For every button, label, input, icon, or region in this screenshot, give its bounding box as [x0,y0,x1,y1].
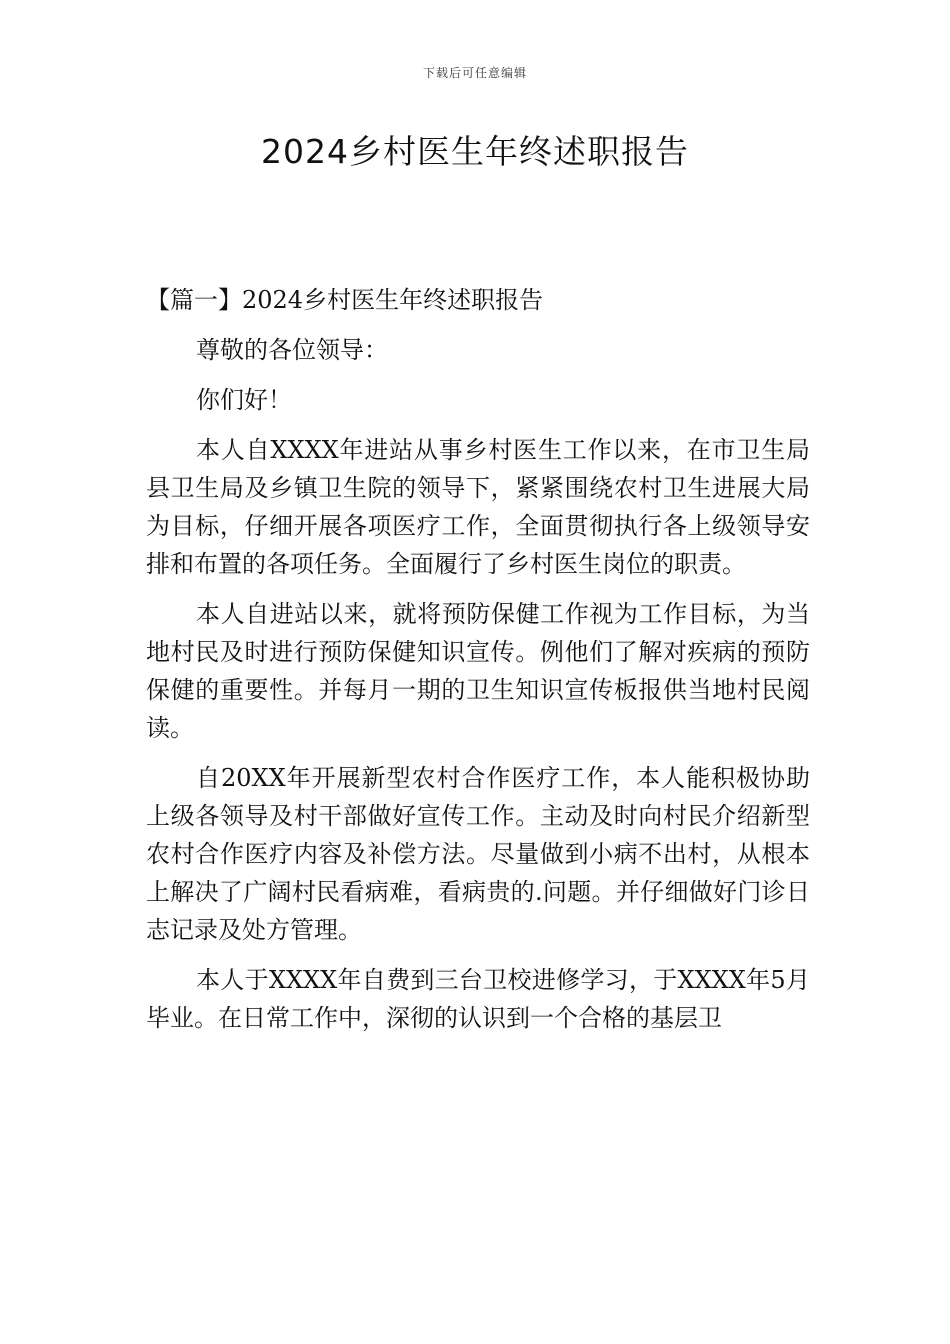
document-title: 2024乡村医生年终述职报告 [261,132,689,171]
paragraph: 本人自进站以来，就将预防保健工作视为工作目标，为当地村民及时进行预防保健知识宣传。例他们了解对疾病的预防保健的重要性。并每月一期的卫生知识宣传板报供当地村民阅读。 [146,600,810,742]
document-body [146,281,810,1049]
section-heading: 【篇一】2024乡村医生年终述职报告 [146,286,544,314]
paragraph: 自20XX年开展新型农村合作医疗工作，本人能积极协助上级各领导及村干部做好宣传工作。主动及时向村民介绍新型农村合作医疗内容及补偿方法。尽量做到小病不出村，从根本上解决了广阔村民看病难，看病贵的.问题。并仔细做好门诊日志记录及处方管理。 [146,764,810,944]
paragraph: 本人自XXXX年进站从事乡村医生工作以来，在市卫生局县卫生局及乡镇卫生院的领导下，紧紧围绕农村卫生进展大局为目标，仔细开展各项医疗工作，全面贯彻执行各上级领导安排和布置的各项任务。全面履行了乡村医生岗位的职责。 [146,436,810,578]
paragraph: 本人于XXXX年自费到三台卫校进修学习，于XXXX年5月毕业。在日常工作中，深彻的认识到一个合格的基层卫 [146,966,810,1032]
greeting: 你们好！ [196,386,292,414]
header-note: 下载后可任意编辑 [422,66,527,80]
salutation: 尊敬的各位领导： [196,336,388,364]
